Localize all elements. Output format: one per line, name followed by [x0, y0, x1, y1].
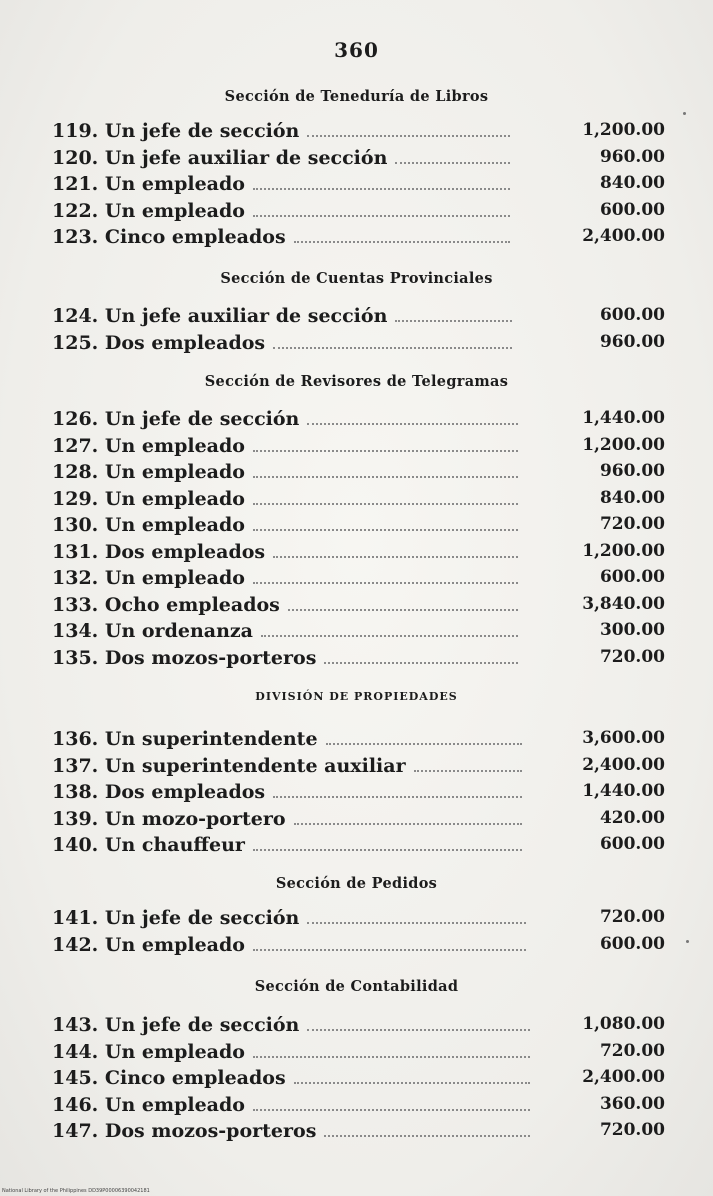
dot-leader [324, 662, 518, 664]
entry-label: 146. Un empleado [52, 1093, 245, 1116]
budget-entry [0, 1094, 713, 1120]
entry-amount: 720.00 [599, 646, 665, 667]
entry-label: 140. Un chauffeur [52, 834, 245, 856]
budget-entry [0, 755, 713, 781]
entry-label: 139. Un mozo-portero [52, 807, 286, 830]
budget-entry [0, 541, 713, 567]
entry-label: 126. Un jefe de sección [52, 408, 300, 430]
dot-leader [261, 635, 518, 637]
scan-speck [686, 940, 689, 943]
budget-entry [0, 781, 713, 807]
entry-label: 132. Un empleado [52, 567, 245, 589]
budget-entry [0, 200, 713, 226]
dot-leader [307, 922, 526, 924]
entry-label: 138. Dos empleados [52, 781, 266, 803]
entry-label: 141. Un jefe de sección [52, 907, 300, 929]
entry-label: 144. Un empleado [52, 1040, 245, 1063]
entry-amount: 720.00 [599, 907, 665, 927]
budget-entry [0, 728, 713, 754]
entry-amount: 960.00 [599, 331, 665, 352]
budget-entry [0, 305, 713, 331]
page-number: 360 [334, 38, 379, 62]
budget-entry [0, 1014, 713, 1040]
dot-leader [253, 582, 518, 584]
entry-label: 127. Un empleado [52, 434, 245, 457]
entry-amount: 600.00 [599, 933, 665, 954]
entry-amount: 300.00 [599, 620, 665, 640]
dot-leader [414, 770, 522, 772]
budget-entry [0, 1067, 713, 1093]
entry-label: 129. Un empleado [52, 487, 245, 510]
dot-leader [253, 503, 518, 505]
budget-entry [0, 647, 713, 673]
dot-leader [253, 215, 510, 217]
entry-amount: 420.00 [599, 807, 665, 828]
entry-amount: 3,840.00 [582, 593, 665, 614]
section-title: Sección de Revisores de Telegramas [204, 373, 509, 390]
dot-leader [324, 1135, 530, 1137]
dot-leader [253, 450, 518, 452]
entry-label: 134. Un ordenanza [52, 620, 253, 642]
dot-leader [253, 849, 522, 851]
dot-leader [273, 347, 512, 349]
dot-leader [294, 823, 522, 825]
entry-label: 147. Dos mozos-porteros [52, 1120, 317, 1142]
entry-label: 128. Un empleado [52, 461, 245, 483]
dot-leader [395, 162, 510, 164]
entry-amount: 1,080.00 [582, 1014, 665, 1034]
budget-entry [0, 488, 713, 514]
entry-amount: 720.00 [599, 514, 665, 534]
entry-label: 123. Cinco empleados [52, 226, 286, 248]
entry-amount: 2,400.00 [582, 754, 665, 775]
budget-entry [0, 567, 713, 593]
budget-entry [0, 907, 713, 933]
section-title: Sección de Contabilidad [254, 978, 459, 995]
entry-label: 142. Un empleado [52, 933, 245, 956]
entry-amount: 960.00 [599, 146, 665, 167]
entry-label: 143. Un jefe de sección [52, 1014, 300, 1036]
entry-label: 121. Un empleado [52, 173, 245, 195]
budget-entry [0, 435, 713, 461]
entry-amount: 600.00 [599, 199, 665, 220]
entry-label: 119. Un jefe de sección [52, 120, 300, 142]
budget-entry [0, 173, 713, 199]
entry-label: 122. Un empleado [52, 199, 245, 222]
budget-entry [0, 408, 713, 434]
budget-entry [0, 934, 713, 960]
budget-entry [0, 120, 713, 146]
dot-leader [253, 1056, 530, 1058]
entry-amount: 720.00 [599, 1120, 665, 1140]
dot-leader [326, 743, 522, 745]
dot-leader [288, 609, 518, 611]
entry-label: 125. Dos empleados [52, 331, 266, 354]
entry-label: 136. Un superintendente [52, 728, 318, 750]
entry-label: 137. Un superintendente auxiliar [52, 754, 406, 777]
dot-leader [395, 320, 512, 322]
dot-leader [273, 796, 522, 798]
entry-label: 133. Ocho empleados [52, 593, 280, 616]
budget-entry [0, 514, 713, 540]
entry-label: 130. Un empleado [52, 514, 245, 536]
budget-entry [0, 332, 713, 358]
entry-label: 135. Dos mozos-porteros [52, 646, 317, 669]
dot-leader [294, 241, 510, 243]
dot-leader [307, 135, 510, 137]
entry-amount: 600.00 [599, 567, 665, 587]
dot-leader [253, 529, 518, 531]
budget-entry [0, 147, 713, 173]
entry-label: 124. Un jefe auxiliar de sección [52, 305, 388, 327]
section-title: Sección de Pedidos [275, 875, 438, 892]
dot-leader [273, 556, 518, 558]
dot-leader [253, 476, 518, 478]
dot-leader [294, 1082, 530, 1084]
entry-label: 145. Cinco empleados [52, 1067, 286, 1089]
entry-amount: 600.00 [599, 305, 665, 325]
entry-label: 120. Un jefe auxiliar de sección [52, 146, 388, 169]
budget-entry [0, 226, 713, 252]
entry-amount: 1,440.00 [582, 408, 665, 428]
section-title: Sección de Cuentas Provinciales [220, 270, 493, 287]
budget-entry [0, 620, 713, 646]
entry-amount: 1,200.00 [582, 540, 665, 561]
dot-leader [307, 1029, 530, 1031]
entry-amount: 2,400.00 [582, 1067, 665, 1087]
entry-amount: 2,400.00 [582, 226, 665, 246]
entry-label: 131. Dos empleados [52, 540, 266, 563]
dot-leader [307, 423, 518, 425]
entry-amount: 1,440.00 [582, 781, 665, 801]
budget-entry [0, 594, 713, 620]
entry-amount: 600.00 [599, 834, 665, 854]
entry-amount: 960.00 [599, 461, 665, 481]
dot-leader [253, 188, 510, 190]
scan-footer: National Library of the Philippines DD39P00006390042181 [2, 1188, 150, 1194]
scan-speck [683, 112, 686, 115]
budget-entry [0, 808, 713, 834]
budget-entry [0, 1120, 713, 1146]
entry-amount: 840.00 [599, 173, 665, 193]
entry-amount: 3,600.00 [582, 728, 665, 748]
budget-entry [0, 1041, 713, 1067]
entry-amount: 840.00 [599, 487, 665, 508]
entry-amount: 720.00 [599, 1040, 665, 1061]
budget-entry [0, 461, 713, 487]
section-title: Sección de Teneduría de Libros [224, 88, 489, 105]
entry-amount: 1,200.00 [582, 434, 665, 455]
entry-amount: 1,200.00 [582, 120, 665, 140]
dot-leader [253, 1109, 530, 1111]
budget-entry [0, 834, 713, 860]
section-title: DIVISIÓN DE PROPIEDADES [255, 690, 458, 703]
entry-amount: 360.00 [599, 1093, 665, 1114]
dot-leader [253, 949, 526, 951]
